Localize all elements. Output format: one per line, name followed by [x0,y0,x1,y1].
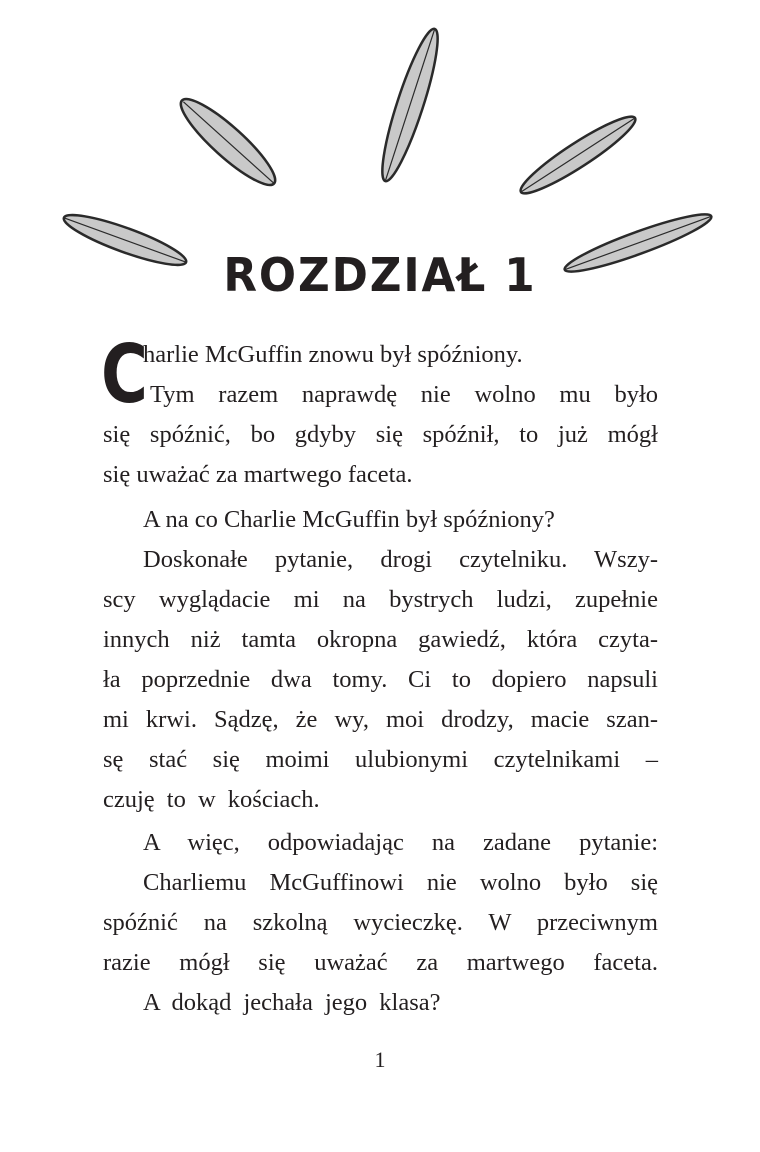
text-line: się spóźnić, bo gdyby się spóźnił, to już mógł [103,421,658,448]
text-line: czuję to w kościach. [103,786,320,813]
page-number: 1 [374,1047,386,1072]
text-line: Tym razem naprawdę nie wolno mu było [150,381,658,408]
leaf-icon [172,89,284,194]
text-line: razie mógł się uważać za martwego faceta. [103,949,658,976]
text-line: A na co Charlie McGuffin był spóźniony? [143,506,555,533]
text-line: scy wyglądacie mi na bystrych ludzi, zupełnie [103,586,658,613]
text-line: harlie McGuffin znowu był spóźniony. [143,341,523,368]
text-line: A dokąd jechała jego klasa? [143,989,441,1016]
chapter-title: ROZDZIAŁ 1 [223,248,537,302]
text-line: Charliemu McGuffinowi nie wolno było się [143,869,658,896]
text-line: się uważać za martwego faceta. [103,461,413,488]
text-line: spóźnić na szkolną wycieczkę. W przeciwnym [103,909,658,936]
leaf-icon [373,25,447,185]
text-line: A więc, odpowiadając na zadane pytanie: [143,829,658,856]
text-line: innych niż tamta okropna gawiedź, która czyta- [103,626,658,653]
leaf-icon [514,108,641,202]
drop-cap: C [101,328,148,421]
text-line: sę stać się moimi ulubionymi czytelnikami – [103,746,658,773]
text-line: ła poprzednie dwa tomy. Ci to dopiero napsuli [103,666,658,693]
text-line: Doskonałe pytanie, drogi czytelniku. Wszy- [143,546,658,573]
text-line: mi krwi. Sądzę, że wy, moi drodzy, macie szan- [103,706,658,733]
